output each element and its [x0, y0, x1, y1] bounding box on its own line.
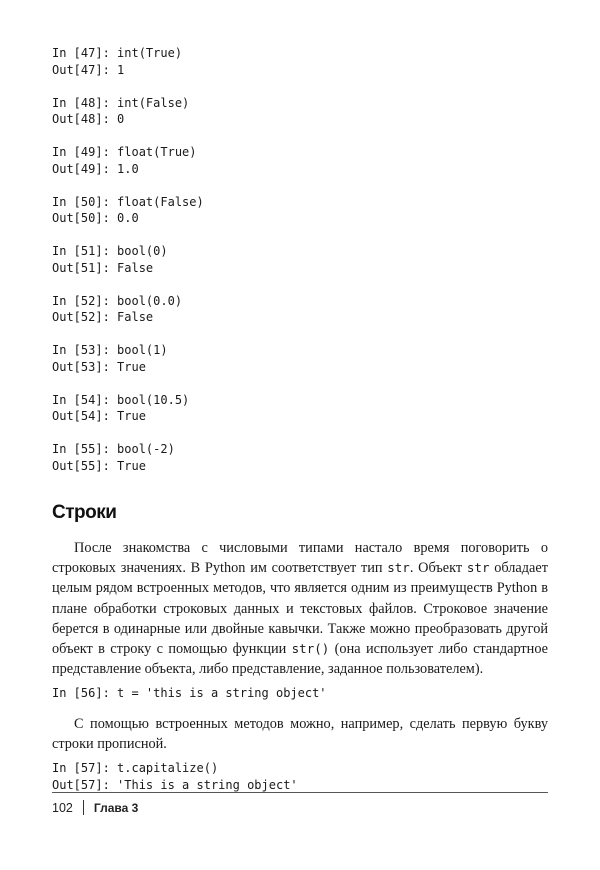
footer-rule: [52, 792, 548, 793]
text-run: . Объект: [409, 560, 467, 577]
text-run: обладает целым рядом встроенных методов, что является одним из преимуществ Python в плане обработки строковых данных и текстовых файлов. Строковое значение берется в одинарные или двойные кавычки. Также можно преобразовать другой объект в строку с помощью функции: [52, 560, 548, 658]
page-number: 102: [52, 800, 73, 815]
code-cell: [52, 194, 548, 227]
code-output: Out[50]: 0.0: [52, 211, 139, 225]
code-output: Out[52]: False: [52, 310, 154, 324]
inline-code: str: [466, 560, 490, 576]
code-output: Out[55]: True: [52, 458, 146, 473]
code-output: Out[51]: False: [52, 260, 154, 275]
code-input: In [53]: bool(1): [52, 343, 168, 357]
text-run: После знакомства с числовыми типами настало время поговорить о строковых значениях. В Python им соответствует тип: [52, 540, 548, 577]
inline-code: str(): [291, 641, 330, 657]
code-input: In [57]: t.capitalize(): [52, 761, 219, 776]
code-output: Out[54]: True: [52, 409, 146, 423]
chapter-label: Глава 3: [93, 800, 139, 815]
inline-code: str: [387, 560, 410, 576]
code-cell: [52, 45, 548, 78]
code-input: In [52]: bool(0.0): [52, 293, 183, 308]
code-input: In [47]: int(True): [52, 46, 183, 60]
code-cell: [52, 342, 548, 375]
page-content: [52, 45, 548, 805]
code-output: Out[47]: 1: [52, 62, 125, 77]
paragraph-methods: С помощью встроенных методов можно, например, сделать первую букву строки прописной.: [52, 715, 548, 753]
code-output: Out[49]: 1.0: [52, 161, 139, 176]
page-footer: [52, 800, 138, 815]
code-input: In [51]: bool(0): [52, 244, 168, 258]
code-example-capitalize: [52, 760, 548, 793]
code-cell: [52, 144, 548, 177]
code-input: In [56]: t = 'this is a string object': [52, 686, 327, 701]
text-run: (она использует либо стандартное представление объекта, либо представление, заданное пользователем).: [52, 641, 548, 678]
code-input: In [48]: int(False): [52, 95, 190, 110]
code-input: In [54]: bool(10.5): [52, 392, 190, 407]
code-output: Out[53]: True: [52, 359, 146, 374]
code-cells: [52, 45, 548, 474]
code-input: In [49]: float(True): [52, 145, 197, 159]
code-input: In [55]: bool(-2): [52, 442, 175, 456]
code-cell: [52, 95, 548, 128]
footer-separator: [83, 800, 84, 815]
code-cell: [52, 243, 548, 276]
paragraph-intro: [52, 538, 548, 679]
code-input: In [50]: float(False): [52, 194, 204, 209]
code-cell: [52, 293, 548, 326]
code-output: Out[57]: 'This is a string object': [52, 777, 298, 792]
code-cell: [52, 441, 548, 474]
code-output: Out[48]: 0: [52, 112, 125, 126]
code-cell: [52, 392, 548, 425]
section-title: Строки: [52, 502, 117, 523]
code-example-assign: [52, 685, 548, 702]
